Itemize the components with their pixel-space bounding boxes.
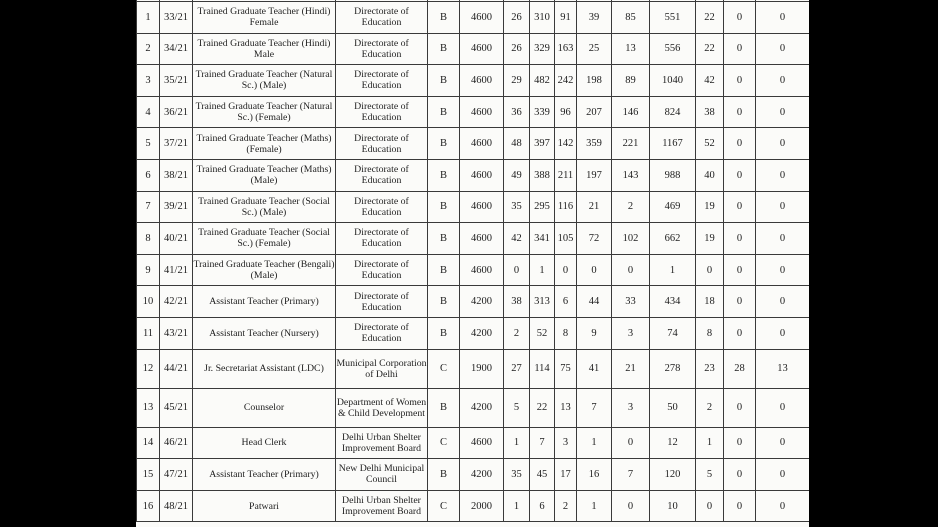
department-cell: Department of Women & Child Development <box>336 388 428 427</box>
total-cell: 50 <box>650 388 696 427</box>
count-cell-7: 42 <box>696 65 724 97</box>
count-cell-7: 22 <box>696 33 724 65</box>
table-row <box>137 159 810 191</box>
count-cell-3: 96 <box>555 96 577 128</box>
count-cell-8: 0 <box>724 2 756 34</box>
total-cell: 1 <box>650 254 696 286</box>
group-cell: C <box>428 490 460 522</box>
grade-pay-cell: 4600 <box>460 254 504 286</box>
group-cell: B <box>428 2 460 34</box>
group-cell: B <box>428 65 460 97</box>
group-cell: B <box>428 223 460 255</box>
post-name-cell: Patwari <box>193 490 336 522</box>
post-name-cell: Assistant Teacher (Primary) <box>193 459 336 491</box>
count-cell-5: 85 <box>612 2 650 34</box>
serial-number-cell: 2 <box>137 33 160 65</box>
count-cell-3: 0 <box>555 254 577 286</box>
count-cell-2: 397 <box>530 128 555 160</box>
count-cell-8: 0 <box>724 128 756 160</box>
count-cell-2: 482 <box>530 65 555 97</box>
department-cell: New Delhi Municipal Council <box>336 459 428 491</box>
post-name-cell: Trained Graduate Teacher (Bengali) (Male) <box>193 254 336 286</box>
count-cell-4: 7 <box>577 388 612 427</box>
count-cell-1: 0 <box>504 254 530 286</box>
count-cell-4: 0 <box>577 254 612 286</box>
department-cell: Directorate of Education <box>336 33 428 65</box>
grade-pay-cell: 4200 <box>460 388 504 427</box>
serial-number-cell: 4 <box>137 96 160 128</box>
count-cell-8: 0 <box>724 490 756 522</box>
advt-number-cell: 40/21 <box>160 223 193 255</box>
total-cell: 556 <box>650 33 696 65</box>
serial-number-cell: 15 <box>137 459 160 491</box>
post-name-cell: Trained Graduate Teacher (Social Sc.) (Male) <box>193 191 336 223</box>
count-cell-5: 33 <box>612 286 650 318</box>
group-cell: B <box>428 96 460 128</box>
count-cell-4: 359 <box>577 128 612 160</box>
department-cell: Directorate of Education <box>336 96 428 128</box>
count-cell-4: 1 <box>577 427 612 459</box>
count-cell-9: 0 <box>756 490 810 522</box>
grade-pay-cell: 4600 <box>460 96 504 128</box>
grade-pay-cell: 2000 <box>460 490 504 522</box>
count-cell-9: 0 <box>756 2 810 34</box>
count-cell-1: 5 <box>504 388 530 427</box>
count-cell-4: 25 <box>577 33 612 65</box>
grade-pay-cell: 4600 <box>460 65 504 97</box>
count-cell-4: 198 <box>577 65 612 97</box>
table-row <box>137 388 810 427</box>
count-cell-1: 42 <box>504 223 530 255</box>
count-cell-2: 1 <box>530 254 555 286</box>
count-cell-8: 0 <box>724 191 756 223</box>
count-cell-5: 0 <box>612 490 650 522</box>
serial-number-cell: 9 <box>137 254 160 286</box>
count-cell-2: 6 <box>530 490 555 522</box>
total-cell: 278 <box>650 349 696 388</box>
table-row <box>137 286 810 318</box>
count-cell-8: 0 <box>724 65 756 97</box>
count-cell-8: 0 <box>724 459 756 491</box>
table-row <box>137 427 810 459</box>
count-cell-2: 295 <box>530 191 555 223</box>
document-page <box>136 0 809 527</box>
post-name-cell: Assistant Teacher (Primary) <box>193 286 336 318</box>
group-cell: B <box>428 33 460 65</box>
count-cell-3: 163 <box>555 33 577 65</box>
advt-number-cell: 41/21 <box>160 254 193 286</box>
count-cell-2: 329 <box>530 33 555 65</box>
post-name-cell: Trained Graduate Teacher (Maths) (Male) <box>193 159 336 191</box>
post-name-cell: Trained Graduate Teacher (Maths) (Female) <box>193 128 336 160</box>
count-cell-7: 22 <box>696 2 724 34</box>
count-cell-5: 0 <box>612 254 650 286</box>
count-cell-7: 19 <box>696 191 724 223</box>
post-name-cell: Trained Graduate Teacher (Natural Sc.) (Female) <box>193 96 336 128</box>
count-cell-7: 0 <box>696 490 724 522</box>
advt-number-cell: 42/21 <box>160 286 193 318</box>
department-cell: Directorate of Education <box>336 254 428 286</box>
count-cell-8: 0 <box>724 223 756 255</box>
department-cell: Directorate of Education <box>336 286 428 318</box>
group-cell: B <box>428 286 460 318</box>
vacancy-table <box>136 0 809 522</box>
count-cell-1: 48 <box>504 128 530 160</box>
department-cell: Directorate of Education <box>336 317 428 349</box>
count-cell-3: 13 <box>555 388 577 427</box>
count-cell-1: 27 <box>504 349 530 388</box>
count-cell-8: 0 <box>724 254 756 286</box>
serial-number-cell: 14 <box>137 427 160 459</box>
advt-number-cell: 43/21 <box>160 317 193 349</box>
count-cell-2: 22 <box>530 388 555 427</box>
count-cell-4: 9 <box>577 317 612 349</box>
count-cell-5: 143 <box>612 159 650 191</box>
count-cell-3: 242 <box>555 65 577 97</box>
grade-pay-cell: 4600 <box>460 33 504 65</box>
grade-pay-cell: 4600 <box>460 223 504 255</box>
serial-number-cell: 3 <box>137 65 160 97</box>
group-cell: B <box>428 388 460 427</box>
count-cell-9: 0 <box>756 33 810 65</box>
count-cell-5: 146 <box>612 96 650 128</box>
grade-pay-cell: 4200 <box>460 459 504 491</box>
count-cell-3: 17 <box>555 459 577 491</box>
total-cell: 469 <box>650 191 696 223</box>
department-cell: Directorate of Education <box>336 2 428 34</box>
count-cell-1: 36 <box>504 96 530 128</box>
advt-number-cell: 39/21 <box>160 191 193 223</box>
total-cell: 74 <box>650 317 696 349</box>
group-cell: C <box>428 349 460 388</box>
count-cell-7: 18 <box>696 286 724 318</box>
grade-pay-cell: 1900 <box>460 349 504 388</box>
count-cell-1: 49 <box>504 159 530 191</box>
department-cell: Directorate of Education <box>336 223 428 255</box>
count-cell-2: 7 <box>530 427 555 459</box>
total-cell: 824 <box>650 96 696 128</box>
serial-number-cell: 8 <box>137 223 160 255</box>
count-cell-5: 7 <box>612 459 650 491</box>
count-cell-3: 6 <box>555 286 577 318</box>
table-row <box>137 128 810 160</box>
count-cell-7: 23 <box>696 349 724 388</box>
count-cell-7: 2 <box>696 388 724 427</box>
count-cell-3: 105 <box>555 223 577 255</box>
post-name-cell: Trained Graduate Teacher (Natural Sc.) (Male) <box>193 65 336 97</box>
count-cell-9: 0 <box>756 159 810 191</box>
count-cell-9: 0 <box>756 223 810 255</box>
total-cell: 988 <box>650 159 696 191</box>
group-cell: B <box>428 459 460 491</box>
advt-number-cell: 44/21 <box>160 349 193 388</box>
count-cell-5: 0 <box>612 427 650 459</box>
advt-number-cell: 33/21 <box>160 2 193 34</box>
total-cell: 551 <box>650 2 696 34</box>
advt-number-cell: 47/21 <box>160 459 193 491</box>
grade-pay-cell: 4200 <box>460 317 504 349</box>
count-cell-1: 26 <box>504 33 530 65</box>
advt-number-cell: 37/21 <box>160 128 193 160</box>
grade-pay-cell: 4600 <box>460 191 504 223</box>
count-cell-1: 26 <box>504 2 530 34</box>
count-cell-4: 39 <box>577 2 612 34</box>
count-cell-3: 211 <box>555 159 577 191</box>
post-name-cell: Jr. Secretariat Assistant (LDC) <box>193 349 336 388</box>
count-cell-2: 313 <box>530 286 555 318</box>
count-cell-4: 44 <box>577 286 612 318</box>
count-cell-9: 0 <box>756 254 810 286</box>
total-cell: 10 <box>650 490 696 522</box>
count-cell-9: 0 <box>756 317 810 349</box>
table-row <box>137 33 810 65</box>
count-cell-8: 0 <box>724 286 756 318</box>
count-cell-4: 1 <box>577 490 612 522</box>
department-cell: Directorate of Education <box>336 128 428 160</box>
department-cell: Municipal Corporation of Delhi <box>336 349 428 388</box>
count-cell-3: 3 <box>555 427 577 459</box>
count-cell-7: 8 <box>696 317 724 349</box>
serial-number-cell: 11 <box>137 317 160 349</box>
count-cell-9: 0 <box>756 286 810 318</box>
post-name-cell: Trained Graduate Teacher (Hindi) Female <box>193 2 336 34</box>
count-cell-1: 1 <box>504 427 530 459</box>
post-name-cell: Head Clerk <box>193 427 336 459</box>
count-cell-2: 339 <box>530 96 555 128</box>
table-row <box>137 96 810 128</box>
group-cell: B <box>428 254 460 286</box>
count-cell-4: 197 <box>577 159 612 191</box>
count-cell-1: 29 <box>504 65 530 97</box>
serial-number-cell: 1 <box>137 2 160 34</box>
grade-pay-cell: 4200 <box>460 286 504 318</box>
count-cell-1: 35 <box>504 191 530 223</box>
table-row <box>137 2 810 34</box>
count-cell-3: 116 <box>555 191 577 223</box>
count-cell-9: 0 <box>756 388 810 427</box>
count-cell-4: 16 <box>577 459 612 491</box>
count-cell-3: 91 <box>555 2 577 34</box>
count-cell-4: 41 <box>577 349 612 388</box>
count-cell-5: 3 <box>612 317 650 349</box>
advt-number-cell: 34/21 <box>160 33 193 65</box>
count-cell-9: 0 <box>756 191 810 223</box>
count-cell-8: 0 <box>724 317 756 349</box>
count-cell-2: 114 <box>530 349 555 388</box>
count-cell-7: 5 <box>696 459 724 491</box>
count-cell-8: 0 <box>724 96 756 128</box>
grade-pay-cell: 4600 <box>460 2 504 34</box>
table-row <box>137 317 810 349</box>
post-name-cell: Trained Graduate Teacher (Hindi) Male <box>193 33 336 65</box>
post-name-cell: Trained Graduate Teacher (Social Sc.) (Female) <box>193 223 336 255</box>
count-cell-9: 0 <box>756 427 810 459</box>
count-cell-5: 102 <box>612 223 650 255</box>
total-cell: 12 <box>650 427 696 459</box>
table-row <box>137 254 810 286</box>
count-cell-5: 21 <box>612 349 650 388</box>
count-cell-7: 38 <box>696 96 724 128</box>
advt-number-cell: 48/21 <box>160 490 193 522</box>
count-cell-9: 0 <box>756 459 810 491</box>
serial-number-cell: 13 <box>137 388 160 427</box>
count-cell-2: 310 <box>530 2 555 34</box>
count-cell-3: 8 <box>555 317 577 349</box>
count-cell-9: 0 <box>756 96 810 128</box>
count-cell-5: 89 <box>612 65 650 97</box>
group-cell: B <box>428 317 460 349</box>
count-cell-1: 1 <box>504 490 530 522</box>
total-cell: 1040 <box>650 65 696 97</box>
count-cell-2: 52 <box>530 317 555 349</box>
count-cell-5: 3 <box>612 388 650 427</box>
count-cell-1: 2 <box>504 317 530 349</box>
table-row <box>137 459 810 491</box>
serial-number-cell: 12 <box>137 349 160 388</box>
total-cell: 662 <box>650 223 696 255</box>
count-cell-5: 13 <box>612 33 650 65</box>
department-cell: Directorate of Education <box>336 191 428 223</box>
count-cell-9: 0 <box>756 65 810 97</box>
group-cell: C <box>428 427 460 459</box>
advt-number-cell: 45/21 <box>160 388 193 427</box>
grade-pay-cell: 4600 <box>460 159 504 191</box>
total-cell: 434 <box>650 286 696 318</box>
count-cell-8: 0 <box>724 388 756 427</box>
count-cell-3: 2 <box>555 490 577 522</box>
group-cell: B <box>428 128 460 160</box>
table-row <box>137 349 810 388</box>
count-cell-9: 13 <box>756 349 810 388</box>
count-cell-3: 142 <box>555 128 577 160</box>
serial-number-cell: 16 <box>137 490 160 522</box>
count-cell-7: 0 <box>696 254 724 286</box>
count-cell-8: 0 <box>724 33 756 65</box>
count-cell-2: 388 <box>530 159 555 191</box>
serial-number-cell: 5 <box>137 128 160 160</box>
count-cell-4: 72 <box>577 223 612 255</box>
count-cell-1: 35 <box>504 459 530 491</box>
count-cell-5: 2 <box>612 191 650 223</box>
total-cell: 1167 <box>650 128 696 160</box>
count-cell-8: 0 <box>724 427 756 459</box>
serial-number-cell: 10 <box>137 286 160 318</box>
group-cell: B <box>428 159 460 191</box>
grade-pay-cell: 4600 <box>460 427 504 459</box>
post-name-cell: Assistant Teacher (Nursery) <box>193 317 336 349</box>
count-cell-4: 207 <box>577 96 612 128</box>
count-cell-7: 1 <box>696 427 724 459</box>
count-cell-4: 21 <box>577 191 612 223</box>
serial-number-cell: 6 <box>137 159 160 191</box>
table-row <box>137 65 810 97</box>
advt-number-cell: 35/21 <box>160 65 193 97</box>
post-name-cell: Counselor <box>193 388 336 427</box>
department-cell: Delhi Urban Shelter Improvement Board <box>336 490 428 522</box>
advt-number-cell: 46/21 <box>160 427 193 459</box>
advt-number-cell: 38/21 <box>160 159 193 191</box>
department-cell: Delhi Urban Shelter Improvement Board <box>336 427 428 459</box>
count-cell-7: 52 <box>696 128 724 160</box>
serial-number-cell: 7 <box>137 191 160 223</box>
advt-number-cell: 36/21 <box>160 96 193 128</box>
department-cell: Directorate of Education <box>336 159 428 191</box>
count-cell-8: 28 <box>724 349 756 388</box>
count-cell-8: 0 <box>724 159 756 191</box>
count-cell-5: 221 <box>612 128 650 160</box>
total-cell: 120 <box>650 459 696 491</box>
table-row <box>137 490 810 522</box>
count-cell-3: 75 <box>555 349 577 388</box>
count-cell-2: 45 <box>530 459 555 491</box>
count-cell-2: 341 <box>530 223 555 255</box>
department-cell: Directorate of Education <box>336 65 428 97</box>
count-cell-7: 19 <box>696 223 724 255</box>
table-row <box>137 191 810 223</box>
grade-pay-cell: 4600 <box>460 128 504 160</box>
count-cell-9: 0 <box>756 128 810 160</box>
count-cell-1: 38 <box>504 286 530 318</box>
count-cell-7: 40 <box>696 159 724 191</box>
table-row <box>137 223 810 255</box>
group-cell: B <box>428 191 460 223</box>
